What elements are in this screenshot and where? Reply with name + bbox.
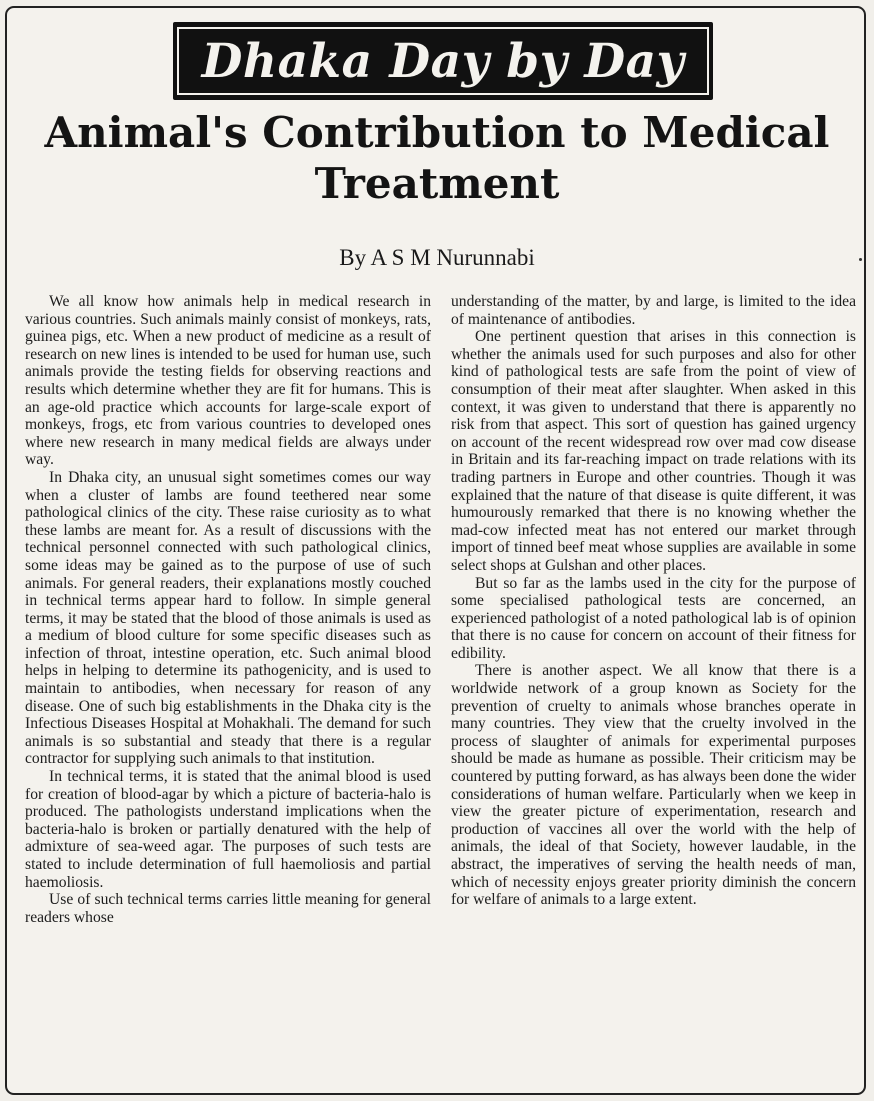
paragraph-continued: understanding of the matter, by and large, is limited to the idea of maintenance of antibodies. [451, 293, 856, 328]
print-speck [859, 258, 862, 261]
article-headline: Animal's Contribution to Medical Treatment [44, 108, 830, 208]
section-banner-border [177, 27, 709, 95]
paragraph: In Dhaka city, an unusual sight sometimes comes our way when a cluster of lambs are found teethered near some pathological clinics of the city. These raise curiosity as to what these lambs are meant for. As a result of discussions with the technical personnel connected with such pathological clinics, some ideas may be gained as to the purpose of use of such animals. For general readers, their explanations mostly couched in technical terms appear hard to follow. In simple general terms, it may be stated that the blood of those animals is used as a medium of blood culture for some specific diseases such as infection of throat, intestine operation, etc. Such animal blood helps in helping to determine its pathogenicity, and is used to maintain to antibodies, when necessary for reason of any disease. One of such big establishments in the Dhaka city is the Infectious Diseases Hospital at Mohakhali. The demand for such animals is so substantial and steady that there is a regular contractor for supplying such animals to that institution. [25, 468, 431, 768]
article-column-right [451, 293, 856, 909]
paragraph: There is another aspect. We all know that there is a worldwide network of a group known as Society for the prevention of cruelty to animals whose branches operate in many countries. They view that the cruelty involved in the process of slaughter of animals for experimental purposes should be made as humane as possible. Their criticism may be countered by putting forward, as has always been done the wider considerations of human welfare. Particularly when we keep in view the greater picture of experimentation, research and production of vaccines all over the world with the help of animals, the ideal of that Society, however laudable, in the abstract, the imperatives of serving the health needs of man, which of necessity enjoys greater priority diminish the concern for welfare of animals to a large extent. [451, 662, 856, 909]
section-banner-title: Dhaka Day by Day [201, 33, 685, 89]
paragraph: Use of such technical terms carries little meaning for general readers whose [25, 891, 431, 926]
paragraph: In technical terms, it is stated that the animal blood is used for creation of blood-agar by which a picture of bacteria-halo is produced. The pathologists understand implications when the bacteria-halo is broken or partially denatured with the help of admixture of sea-weed agar. The purposes of such tests are stated to include determination of full haemoliosis and partial haemoliosis. [25, 768, 431, 891]
paragraph: One pertinent question that arises in this connection is whether the animals used for such purposes and also for other kind of pathological tests are safe from the point of view of consumption of their meat after slaughter. When asked in this context, it was given to understand that there is apparently no risk from that aspect. This sort of question has gained urgency on account of the recent widespread row over mad cow disease in Britain and its far-reaching impact on trade relations with its trading partners in Europe and other countries. Though it was explained that the nature of that disease is quite different, it was humourously remarked that there is no knowing whether the mad-cow infected meat has not entered our market through import of tinned beef meat whose supplies are available in some select shops at Gulshan and other places. [451, 328, 856, 574]
paragraph: We all know how animals help in medical research in various countries. Such animals mainly consist of monkeys, rats, guinea pigs, etc. When a new product of medicine as a result of research on new lines is intended to be used for human use, such animals provide the testing fields for observing reactions and results which determine whether they are fit for humans. This is an age-old practice which accounts for large-scale export of monkeys, frogs, etc from various countries to developed ones where new research in many medical fields are always under way. [25, 293, 431, 469]
paragraph: But so far as the lambs used in the city for the purpose of some specialised pathological tests are concerned, an experienced pathologist of a noted pathological lab is of opinion that there is no cause for concern on account of their fitness for edibility. [451, 574, 856, 662]
section-banner [173, 22, 713, 100]
article-column-left [25, 293, 431, 926]
article-byline: By A S M Nurunnabi [339, 245, 535, 270]
